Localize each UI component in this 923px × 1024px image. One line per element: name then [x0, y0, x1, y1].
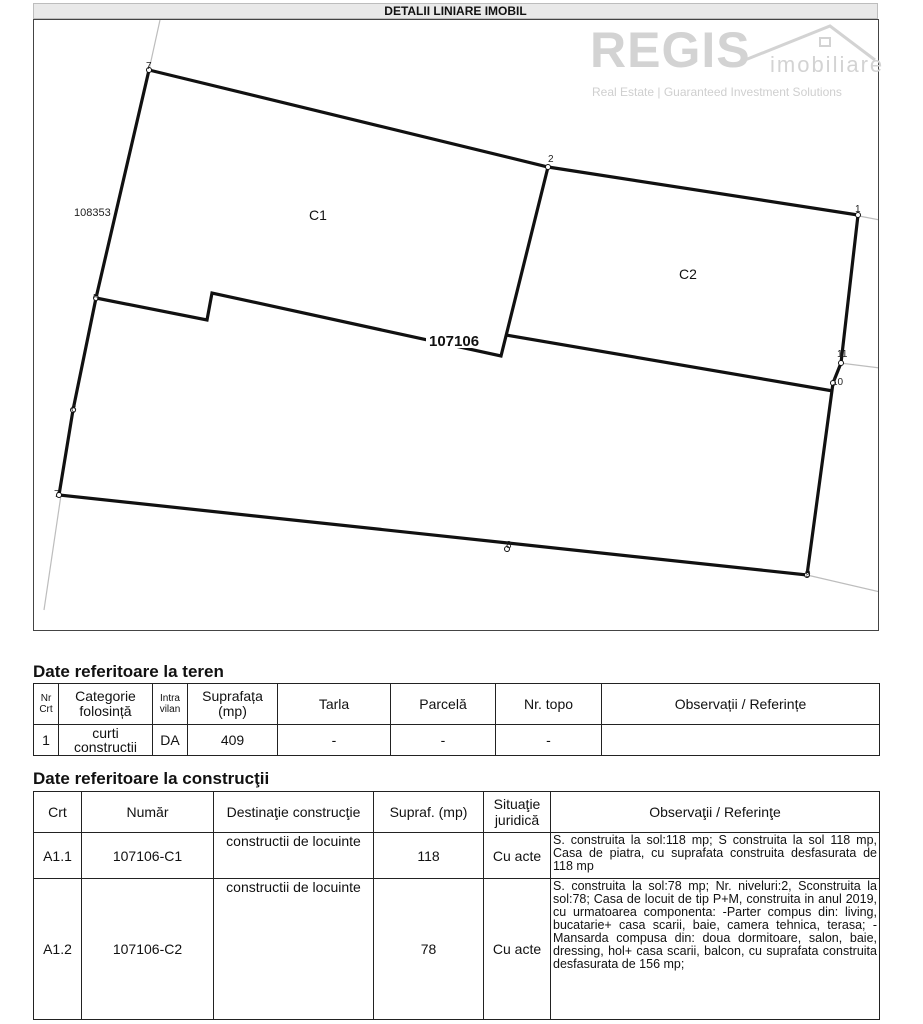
constructii-section-title: Date referitoare la construcţii — [33, 769, 270, 788]
table-row — [34, 725, 880, 756]
cell-parcela: - — [391, 725, 496, 756]
cell-observatii: S. construita la sol:118 mp; S construita la sol 118 mp, Casa de piatra, cu suprafata construita desfasurata de 118 mp — [551, 833, 880, 879]
point-label-7: 7 — [54, 489, 60, 500]
header-nr-crt: Nr Crt — [34, 684, 59, 725]
plan-title: DETALII LINIARE IMOBIL — [33, 3, 878, 19]
point-label-9: 9 — [805, 569, 811, 580]
table-row — [34, 833, 880, 879]
watermark-sub: imobiliare — [770, 52, 885, 77]
constructii-table — [33, 791, 880, 1020]
constructii-header-row — [34, 792, 880, 833]
cell-situatie: Cu acte — [484, 879, 551, 1020]
header-suprafata: Suprafața (mp) — [188, 684, 278, 725]
header-supraf: Supraf. (mp) — [374, 792, 484, 833]
header-numar: Număr — [82, 792, 214, 833]
header-tarla: Tarla — [278, 684, 391, 725]
parcel-boundary — [59, 70, 858, 575]
vertex-2 — [546, 165, 551, 170]
building-c1-south-wall — [96, 167, 548, 356]
cadastral-plan — [33, 19, 879, 631]
header-intravilan: Intra vilan — [153, 684, 188, 725]
header-destinatie: Destinaţie construcţie — [214, 792, 374, 833]
plan-drawing — [34, 20, 879, 631]
header-nr-topo: Nr. topo — [496, 684, 602, 725]
cell-crt: A1.1 — [34, 833, 82, 879]
regis-watermark — [590, 22, 890, 104]
watermark-tagline: Real Estate | Guaranteed Investment Solutions — [592, 85, 842, 99]
header-observatii: Observaţii / Referinţe — [551, 792, 880, 833]
header-situatie: Situaţie juridică — [484, 792, 551, 833]
header-categorie: Categorie folosință — [59, 684, 153, 725]
point-label-6: 6 — [71, 404, 77, 415]
point-label-3: 7 — [146, 61, 152, 72]
cell-situatie: Cu acte — [484, 833, 551, 879]
vertex-11 — [839, 361, 844, 366]
point-label-2: 2 — [548, 154, 554, 165]
cell-supraf: 78 — [374, 879, 484, 1020]
cell-intravilan: DA — [153, 725, 188, 756]
cell-categorie: curti constructii — [59, 725, 153, 756]
cell-nr: 1 — [34, 725, 59, 756]
neighbor-line — [859, 216, 879, 220]
point-label-10: 10 — [832, 377, 844, 388]
building-c2-south-wall — [506, 335, 833, 391]
building-c1-label: C1 — [309, 207, 327, 223]
neighbor-line — [44, 495, 61, 610]
building-c2-label: C2 — [679, 266, 697, 282]
point-label-11: 11 — [837, 349, 848, 360]
cell-nr-topo: - — [496, 725, 602, 756]
neighbor-parcel-label: 108353 — [74, 207, 111, 219]
cell-destinatie: constructii de locuinte — [214, 879, 374, 1020]
cell-supraf: 118 — [374, 833, 484, 879]
cell-observatii: S. construita la sol:78 mp; Nr. niveluri:2, Sconstruita la sol:78; Casa de locuit de tip P+M, construita in anul 2019, cu urmatoarea componenta: -Parter compus din: living, bucatarie+ casa scarii, baie, camera tehnica, terasa; - Mansarda compusa din: doua dormitoare, salon, baie, dressing, hol+ casa scarii, balcon, cu suprafata construita desfasurata de 156 mp; — [551, 879, 880, 1020]
parcel-number-label: 107106 — [429, 333, 480, 350]
teren-section-title: Date referitoare la teren — [33, 662, 224, 681]
cell-suprafata: 409 — [188, 725, 278, 756]
point-label-5: 5 — [93, 293, 99, 304]
point-label-1: 1 — [855, 204, 861, 215]
watermark-brand: REGIS — [590, 22, 751, 78]
cell-crt: A1.2 — [34, 879, 82, 1020]
point-label-8: 8 — [506, 540, 512, 551]
cell-numar: 107106-C1 — [82, 833, 214, 879]
teren-header-row — [34, 684, 880, 725]
cell-observatii — [602, 725, 880, 756]
cell-numar: 107106-C2 — [82, 879, 214, 1020]
table-row — [34, 879, 880, 1020]
cell-destinatie: constructii de locuinte — [214, 833, 374, 879]
neighbor-line — [807, 575, 879, 592]
header-observatii: Observații / Referințe — [602, 684, 880, 725]
cell-tarla: - — [278, 725, 391, 756]
neighbor-line — [840, 363, 879, 368]
teren-table — [33, 683, 880, 756]
header-crt: Crt — [34, 792, 82, 833]
header-parcela: Parcelă — [391, 684, 496, 725]
